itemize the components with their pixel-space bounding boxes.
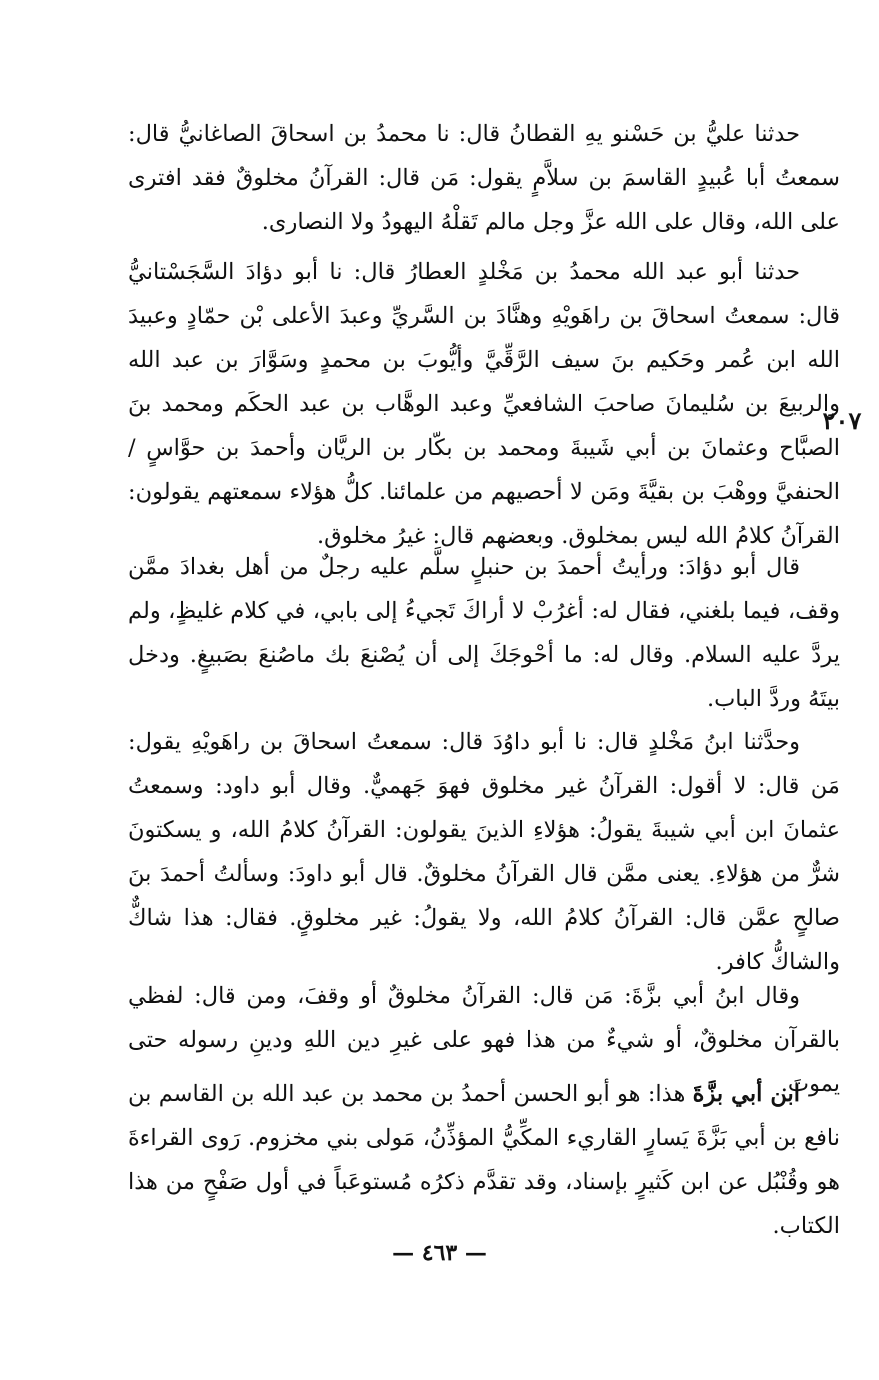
paragraph-3-text: قال أبو دؤادَ: ورأيتُ أحمدَ بن حنبلٍ سلَّم عليه رجلٌ من أهل بغدادَ ممَّن وقف، فيما بلغني، فقال له: أغرُبْ لا أراكَ تَجيءُ إلى بابي، في كلام غليظٍ، ولم يردَّ عليه السلام. وقال له: ما أحْوجَكَ إلى أن يُصْنعَ بك ماصُنعَ بصَبيغٍ. ودخل بيتَهُ وردَّ الباب. — [128, 554, 840, 712]
paragraph-5-text: وقال ابنُ أبي بزَّةَ: مَن قال: القرآنُ مخلوقٌ أو وقفَ، ومن قال: لفظي بالقرآن مخلوقٌ، أو شيءٌ من هذا فهو على غيرِ دين اللهِ ودينِ رسوله حتى يموتَ. — [128, 983, 840, 1097]
paragraph-2 — [128, 250, 840, 558]
paragraph-6-text — [128, 1072, 840, 1248]
paragraph-3 — [128, 545, 840, 721]
paragraph-4 — [128, 720, 840, 984]
paragraph-1-text: حدثنا عليُّ بن حَسْنو يهِ القطانُ قال: نا محمدُ بن اسحاقَ الصاغانيُّ قال: سمعتُ أبا عُبيدٍ القاسمَ بن سلاَّمٍ يقول: مَن قال: القرآنُ مخلوقٌ فقد افترى على الله، وقال على الله عزَّ وجل مالم تَقلْهُ اليهودُ ولا النصارى. — [128, 121, 840, 235]
page-number: — ٤٦٣ — — [392, 1240, 487, 1266]
margin-number: ٢٠٧ — [822, 406, 862, 435]
paragraph-4-text: وحدَّثنا ابنُ مَخْلدٍ قال: نا أبو داوُدَ قال: سمعتُ اسحاقَ بن راهَويْهِ يقول: مَن قال: لا أقول: القرآنُ غير مخلوق فهوَ جَهميٌّ. وقال أبو داود: وسمعتُ عثمانَ ابن أبي شيبةَ يقولُ: هؤلاءِ الذينَ يقولون: القرآنُ كلامُ الله، و يسكتونَ شرٌّ من هؤلاءِ. يعنى ممَّن قال القرآنُ مخلوقٌ. قال أبو داودَ: وسألتُ أحمدَ بنَ صالحٍ عمَّن قال: القرآنُ كلامُ الله، ولا يقولُ: غير مخلوقٍ. فقال: هذا شاكٌّ والشاكُّ كافر. — [128, 729, 840, 975]
paragraph-6 — [128, 1072, 840, 1248]
paragraph-1 — [128, 112, 840, 244]
paragraph-2-text: حدثنا أبو عبد الله محمدُ بن مَخْلدٍ العطارُ قال: نا أبو دؤادَ السَّجَسْتانيُّ قال: سمعتُ اسحاقَ بن راهَويْهِ وهنَّادَ بن السَّريِّ وعبدَ الأعلى بْن حمّادٍ وعبيدَ الله ابن عُمر وحَكيم بنَ سيف الرَّقِّيَّ وأيُّوبَ بن محمدٍ وسَوَّارَ بن عبد الله والربيعَ بن سُليمانَ صاحبَ الشافعيِّ وعبد الوهَّاب بن عبد الحكَم ومحمد بنَ الصبَّاح وعثمانَ بن أبي شَيبةَ ومحمد بن بكّار بن الريَّان وأحمدَ بن حوَّاسٍ / الحنفيَّ ووهْبَ بن بقيَّةَ ومَن لا أحصيهم من علمائنا. كلُّ هؤلاء سمعتهم يقولون: القرآنُ كلامُ الله ليس بمخلوق. وبعضهم قال: غيرُ مخلوق. — [128, 259, 840, 549]
paragraph-6-lead: ابن أبي بزَّةَ — [692, 1081, 800, 1107]
paragraph-6-body: هذا: هو أبو الحسن أحمدُ بن محمد بن عبد الله بن القاسم بن نافع بن أبي بَزَّةَ يَسارٍ القاريء المكِّيُّ المؤذِّنُ، مَولى بني مخزوم. رَوى القراءةَ هو وقُنْبُل عن ابن كَثيرٍ بإسناد، وقد تقدَّم ذكرُه مُستوعَباً في أول صَفْحٍ من هذا الكتاب. — [128, 1081, 840, 1239]
